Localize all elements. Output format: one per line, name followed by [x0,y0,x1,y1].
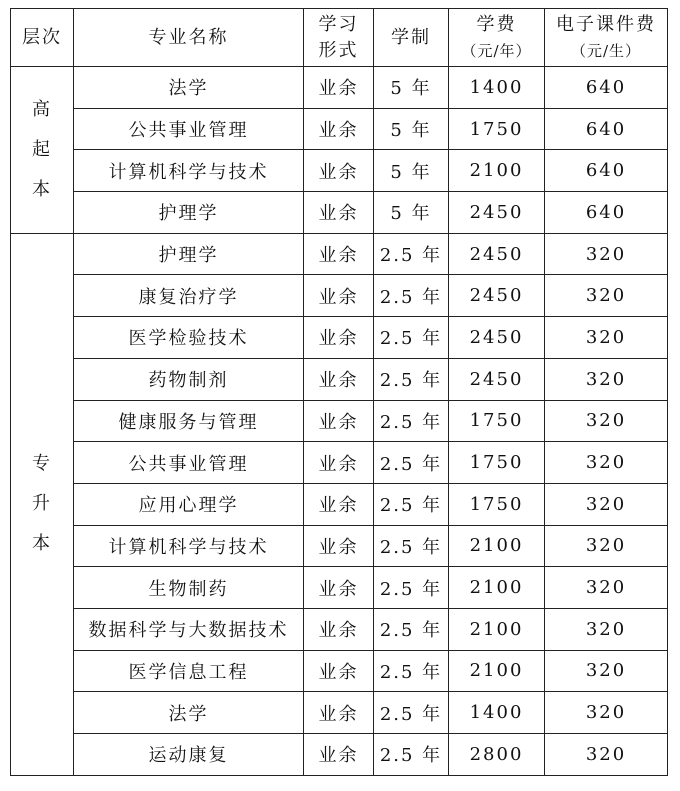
header-tuition [449,9,545,67]
table-row [11,692,668,734]
major-cell: 健康服务与管理 [74,400,304,442]
tuition-cell: 2100 [449,150,545,192]
tuition-cell: 2450 [449,233,545,275]
courseware-fee-cell: 320 [545,567,668,609]
tuition-cell: 1750 [449,108,545,150]
courseware-fee-cell: 320 [545,650,668,692]
table-row [11,650,668,692]
study-mode-cell: 业余 [304,358,374,400]
study-mode-cell: 业余 [304,650,374,692]
header-duration: 学制 [374,9,449,67]
level-char: 起 [32,138,52,160]
tuition-cell: 2800 [449,734,545,776]
study-mode-cell: 业余 [304,734,374,776]
table-row [11,108,668,150]
study-mode-cell: 业余 [304,692,374,734]
courseware-fee-cell: 320 [545,358,668,400]
duration-cell: 2.5 年 [374,483,449,525]
table-row [11,358,668,400]
courseware-fee-cell: 320 [545,275,668,317]
courseware-fee-cell: 320 [545,483,668,525]
courseware-fee-cell: 320 [545,608,668,650]
table-row [11,233,668,275]
duration-cell: 2.5 年 [374,567,449,609]
header-study-mode [304,9,374,67]
courseware-fee-cell: 640 [545,150,668,192]
duration-cell: 2.5 年 [374,734,449,776]
tuition-cell: 1400 [449,67,545,109]
courseware-fee-cell: 320 [545,734,668,776]
level-char: 本 [32,533,52,555]
duration-cell: 2.5 年 [374,525,449,567]
courseware-fee-cell: 320 [545,400,668,442]
tuition-cell: 2450 [449,358,545,400]
duration-cell: 2.5 年 [374,692,449,734]
duration-cell: 5 年 [374,108,449,150]
level-char: 升 [32,493,52,515]
fee-table [10,8,668,776]
study-mode-cell: 业余 [304,442,374,484]
duration-cell: 2.5 年 [374,400,449,442]
level-cell [11,233,74,775]
header-tuition-unit: （元/年） [461,41,532,60]
study-mode-cell: 业余 [304,483,374,525]
header-row [11,9,668,67]
courseware-fee-cell: 640 [545,67,668,109]
tuition-cell: 2100 [449,567,545,609]
header-courseware-unit: （元/生） [570,41,642,60]
tuition-cell: 2100 [449,525,545,567]
tuition-cell: 2450 [449,192,545,234]
level-char: 高 [32,98,52,120]
study-mode-cell: 业余 [304,608,374,650]
study-mode-cell: 业余 [304,525,374,567]
study-mode-cell: 业余 [304,567,374,609]
major-cell: 计算机科学与技术 [74,525,304,567]
major-cell: 护理学 [74,233,304,275]
level-cell [11,67,74,234]
header-courseware-fee [545,9,668,67]
study-mode-cell: 业余 [304,192,374,234]
header-study-mode-line1: 学习 [318,13,359,35]
duration-cell: 5 年 [374,67,449,109]
table-row [11,317,668,359]
header-study-mode-line2: 形式 [318,39,359,61]
table-row [11,192,668,234]
duration-cell: 2.5 年 [374,358,449,400]
major-cell: 医学信息工程 [74,650,304,692]
courseware-fee-cell: 320 [545,692,668,734]
tuition-cell: 2450 [449,317,545,359]
header-tuition-label: 学费 [476,13,517,35]
table-row [11,608,668,650]
header-level: 层次 [11,9,74,67]
table-row [11,734,668,776]
duration-cell: 2.5 年 [374,608,449,650]
major-cell: 康复治疗学 [74,275,304,317]
tuition-cell: 2450 [449,275,545,317]
major-cell: 数据科学与大数据技术 [74,608,304,650]
tuition-cell: 1750 [449,483,545,525]
table-row [11,275,668,317]
header-major: 专业名称 [74,9,304,67]
header-courseware-label: 电子课件费 [556,13,656,35]
courseware-fee-cell: 320 [545,442,668,484]
study-mode-cell: 业余 [304,275,374,317]
table-row [11,567,668,609]
duration-cell: 5 年 [374,150,449,192]
duration-cell: 2.5 年 [374,442,449,484]
table-row [11,400,668,442]
major-cell: 生物制药 [74,567,304,609]
tuition-cell: 1750 [449,400,545,442]
tuition-cell: 2100 [449,650,545,692]
major-cell: 应用心理学 [74,483,304,525]
major-cell: 法学 [74,692,304,734]
study-mode-cell: 业余 [304,67,374,109]
study-mode-cell: 业余 [304,150,374,192]
major-cell: 医学检验技术 [74,317,304,359]
tuition-cell: 1400 [449,692,545,734]
table-row [11,525,668,567]
duration-cell: 2.5 年 [374,317,449,359]
major-cell: 公共事业管理 [74,442,304,484]
tuition-cell: 1750 [449,442,545,484]
tuition-cell: 2100 [449,608,545,650]
courseware-fee-cell: 320 [545,317,668,359]
major-cell: 药物制剂 [74,358,304,400]
study-mode-cell: 业余 [304,233,374,275]
courseware-fee-cell: 640 [545,192,668,234]
table-body [11,67,668,776]
major-cell: 运动康复 [74,734,304,776]
table-row [11,442,668,484]
courseware-fee-cell: 640 [545,108,668,150]
table-row [11,483,668,525]
duration-cell: 2.5 年 [374,650,449,692]
table-row [11,67,668,109]
major-cell: 法学 [74,67,304,109]
courseware-fee-cell: 320 [545,525,668,567]
level-char: 专 [32,453,52,475]
major-cell: 公共事业管理 [74,108,304,150]
major-cell: 护理学 [74,192,304,234]
duration-cell: 5 年 [374,192,449,234]
table-row [11,150,668,192]
level-char: 本 [32,178,52,200]
major-cell: 计算机科学与技术 [74,150,304,192]
study-mode-cell: 业余 [304,317,374,359]
study-mode-cell: 业余 [304,400,374,442]
courseware-fee-cell: 320 [545,233,668,275]
duration-cell: 2.5 年 [374,233,449,275]
study-mode-cell: 业余 [304,108,374,150]
duration-cell: 2.5 年 [374,275,449,317]
